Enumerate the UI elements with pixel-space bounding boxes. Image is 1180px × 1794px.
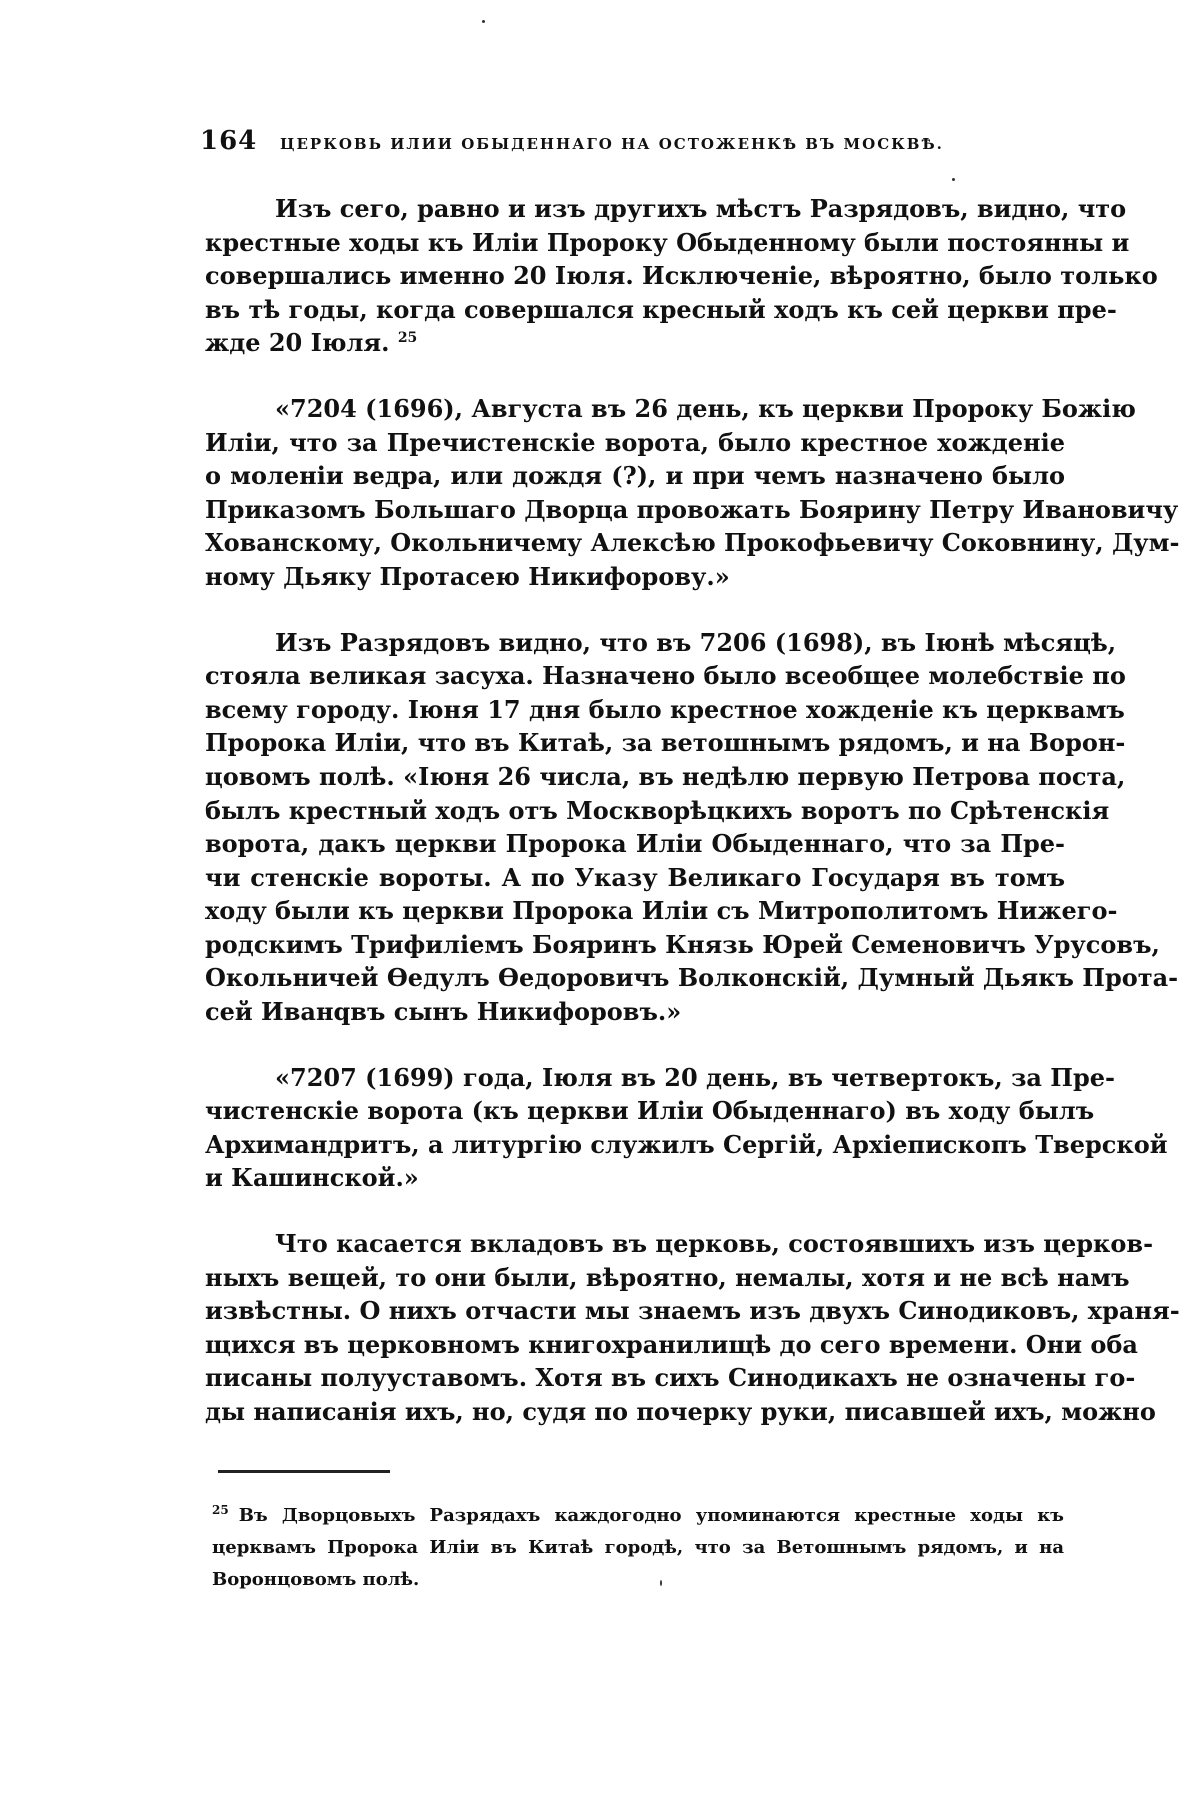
footnote-reference[interactable]: 25: [397, 330, 418, 347]
page-header: [200, 126, 1000, 166]
paragraph-4: [205, 1061, 1168, 1195]
text-line: «7204 (1696), Августа въ 26 день, къ церкви Пророку Божію: [275, 393, 1136, 423]
text-line: стояла великая засуха. Назначено было всеобщее молебствіе по: [205, 661, 1126, 691]
page-number: 164: [200, 126, 258, 156]
text-line: Приказомъ Большаго Дворца провожать Боярину Петру Ивановичу: [205, 494, 1179, 524]
footnote-25: [212, 1500, 1064, 1596]
paragraph-3: [205, 626, 1179, 1029]
text-line: извѣстны. О нихъ отчасти мы знаемъ изъ двухъ Синодиковъ, храня-: [205, 1296, 1180, 1326]
text-line: чи стенскіе вороты. А по Указу Великаго Государя въ томъ: [205, 862, 1065, 892]
footnote-line: церквамъ Пророка Иліи въ Китаѣ городѣ, что за Ветошнымъ рядомъ, и на: [212, 1537, 1064, 1558]
text-line: Хованскому, Окольничему Алексѣю Прокофьевичу Соковнину, Дум-: [205, 528, 1180, 558]
footnote-line: [212, 1500, 1064, 1532]
text-line: чистенскіе ворота (къ церкви Иліи Обыденнаго) въ ходу былъ: [205, 1096, 1095, 1126]
text-line: въ тѣ годы, когда совершался кресный ходъ къ сей церкви пре-: [205, 294, 1117, 324]
text-line: крестные ходы къ Иліи Пророку Обыденному были постоянны и: [205, 227, 1130, 257]
text-line: Пророка Иліи, что въ Китаѣ, за ветошнымъ рядомъ, и на Ворон-: [205, 728, 1126, 758]
body-text: [205, 192, 1180, 1461]
paragraph-1: [205, 192, 1158, 360]
text-line: совершались именно 20 Іюля. Исключеніе, вѣроятно, было только: [205, 261, 1158, 291]
text-line: ворота, дакъ церкви Пророка Иліи Обыденнаго, что за Пре-: [205, 829, 1065, 859]
text-line: о моленіи ведра, или дождя (?), и при чемъ назначено было: [205, 461, 1065, 491]
scan-speck: [952, 178, 955, 181]
footnote-line-content: Въ Дворцовыхъ Разрядахъ каждогодно упоминаются крестные ходы къ: [238, 1505, 1064, 1526]
text-line: сей Иванqвъ сынъ Никифоровъ.»: [205, 997, 682, 1027]
text-line: Иліи, что за Пречистенскіе ворота, было крестное хожденіе: [205, 427, 1065, 457]
text-line: родскимъ Трифиліемъ Бояринъ Князь Юрей Семеновичъ Урусовъ,: [205, 929, 1160, 959]
text-line: Изъ сего, равно и изъ другихъ мѣстъ Разрядовъ, видно, что: [275, 194, 1127, 223]
text-line: былъ крестный ходъ отъ Москворѣцкихъ воротъ по Срѣтенскія: [205, 795, 1110, 825]
scan-speck: [482, 20, 485, 23]
text-line: ды написанія ихъ, но, судя по почерку руки, писавшей ихъ, можно: [205, 1397, 1156, 1426]
text-line: писаны полууставомъ. Хотя въ сихъ Синодикахъ не означены го-: [205, 1363, 1136, 1393]
paragraph-2: [205, 392, 1180, 594]
text-line: Окольничей Ѳедулъ Ѳедоровичъ Волконскій, Думный Дьякъ Прота-: [205, 963, 1179, 993]
footnote-mark: 25: [212, 1503, 229, 1517]
scan-speck: [660, 1580, 662, 1586]
text-line: ходу были къ церкви Пророка Иліи съ Митрополитомъ Нижего-: [205, 896, 1118, 926]
text-line: Изъ Разрядовъ видно, что въ 7206 (1698), въ Іюнѣ мѣсяцѣ,: [275, 627, 1117, 657]
text-line: «7207 (1699) года, Іюля въ 20 день, въ четвертокъ, за Пре-: [275, 1062, 1115, 1092]
text-line: ныхъ вещей, то они были, вѣроятно, немалы, хотя и не всѣ намъ: [205, 1262, 1130, 1292]
footnote-separator: [218, 1470, 390, 1473]
text-line: всему городу. Іюня 17 дня было крестное хожденіе къ церквамъ: [205, 694, 1125, 724]
text-line: Что касается вкладовъ въ церковь, состоявшихъ изъ церков-: [275, 1229, 1154, 1259]
text-line-content: жде 20 Іюля.: [205, 328, 390, 358]
text-line: щихся въ церковномъ книгохранилищѣ до сего времени. Они оба: [205, 1329, 1138, 1359]
text-line: цовомъ полѣ. «Іюня 26 числа, въ недѣлю первую Петрова поста,: [205, 761, 1126, 791]
running-title: ЦЕРКОВЬ ИЛИИ ОБЫДЕННАГО НА ОСТОЖЕНКѢ ВЪ МОСКВѢ.: [280, 135, 944, 153]
text-line: и Кашинской.»: [205, 1163, 419, 1193]
text-line-with-footnote: [205, 326, 1065, 360]
text-line: Архимандритъ, а литургію служилъ Сергій, Архіепископъ Тверской: [205, 1129, 1168, 1159]
paragraph-5: [205, 1227, 1180, 1429]
text-line: ному Дьяку Протасею Никифорову.»: [205, 561, 730, 591]
footnote-line: Воронцовомъ полѣ.: [212, 1569, 420, 1590]
